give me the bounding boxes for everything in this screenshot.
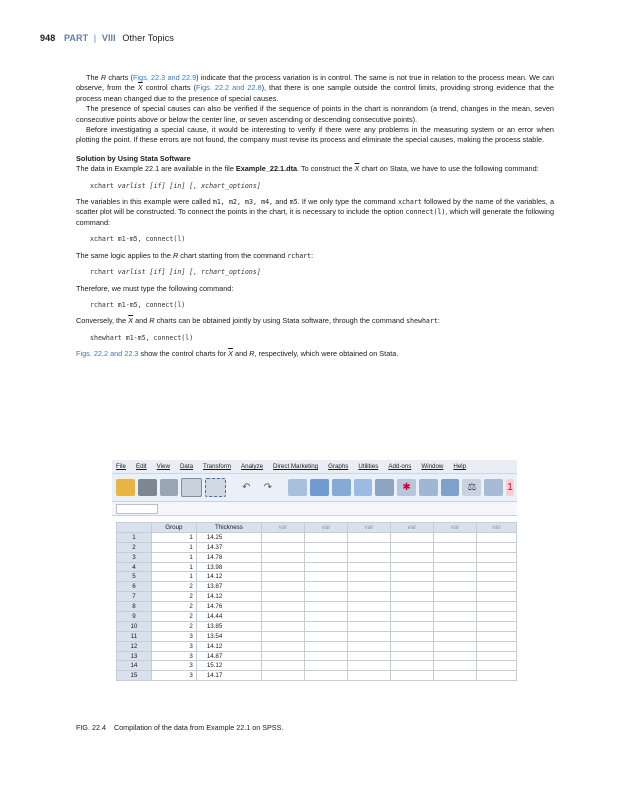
table-row[interactable] [117, 661, 517, 671]
empty-cell[interactable] [347, 612, 390, 622]
thickness-cell[interactable]: 14.17 [196, 671, 261, 681]
empty-cell[interactable] [304, 552, 347, 562]
code-line-3: rchart varlist [if] [in] [, rchart_options] [90, 268, 261, 277]
toolbar [112, 474, 517, 502]
menu-view[interactable]: View [156, 463, 170, 470]
empty-cell[interactable] [304, 621, 347, 631]
empty-cell[interactable] [347, 671, 390, 681]
row-number[interactable]: 2 [117, 542, 152, 552]
empty-cell[interactable] [261, 572, 304, 582]
code-line-4: rchart m1-m5, connect(l) [90, 300, 186, 309]
thickness-cell[interactable]: 13.54 [196, 631, 261, 641]
empty-cell[interactable] [261, 661, 304, 671]
menu-edit[interactable]: Edit [135, 463, 147, 470]
empty-cell[interactable] [304, 572, 347, 582]
group-cell[interactable]: 3 [151, 631, 196, 641]
menu-file[interactable]: File [116, 463, 126, 470]
empty-cell[interactable] [261, 532, 304, 542]
empty-cell[interactable] [476, 592, 516, 602]
empty-cell[interactable] [304, 651, 347, 661]
weight-cases-icon[interactable] [419, 479, 438, 496]
empty-cell[interactable] [261, 651, 304, 661]
cell-editor-bar [112, 502, 517, 516]
empty-cell[interactable] [390, 612, 433, 622]
empty-cell[interactable] [433, 661, 476, 671]
empty-cell[interactable] [347, 542, 390, 552]
column-header[interactable]: var [476, 523, 516, 533]
empty-cell[interactable] [476, 542, 516, 552]
empty-cell[interactable] [347, 661, 390, 671]
group-cell[interactable]: 2 [151, 602, 196, 612]
empty-cell[interactable] [476, 671, 516, 681]
thickness-cell[interactable]: 15.12 [196, 661, 261, 671]
empty-cell[interactable] [304, 532, 347, 542]
go-to-case-icon[interactable] [288, 479, 307, 496]
data-view-icon[interactable] [205, 478, 226, 497]
row-number[interactable]: 15 [117, 671, 152, 681]
empty-cell[interactable] [476, 552, 516, 562]
group-cell[interactable]: 2 [151, 621, 196, 631]
cell-reference-field[interactable] [116, 504, 158, 514]
empty-cell[interactable] [347, 562, 390, 572]
empty-cell[interactable] [390, 582, 433, 592]
empty-cell[interactable] [347, 651, 390, 661]
empty-cell[interactable] [390, 621, 433, 631]
page-header [40, 33, 174, 43]
menu-window[interactable]: Window [421, 463, 444, 470]
figure-caption [76, 723, 283, 732]
menu-add-ons[interactable]: Add-ons [388, 463, 412, 470]
code-line-5: shewhart m1-m5, connect(l) [90, 333, 194, 342]
select-cases-icon[interactable] [441, 479, 460, 496]
menu-transform[interactable]: Transform [203, 463, 232, 470]
code-line-1: xchart varlist [if] [in] [, xchart_options] [90, 181, 261, 190]
empty-cell[interactable] [390, 631, 433, 641]
empty-cell[interactable] [433, 651, 476, 661]
group-cell[interactable]: 1 [151, 562, 196, 572]
row-number[interactable]: 1 [117, 532, 152, 542]
table-row[interactable] [117, 542, 517, 552]
empty-cell[interactable] [476, 631, 516, 641]
thickness-cell[interactable]: 13.85 [196, 621, 261, 631]
figure-reference[interactable]: Figs. 22.2 and 22.8 [196, 83, 262, 93]
empty-cell[interactable] [433, 621, 476, 631]
paragraph-4: The data in Example 22.1 are available in the file Example_22.1.dta. To construct the $\overline{X}$ chart on Stata, we have to use the following command: [76, 164, 539, 174]
paragraph-7: Therefore, we must type the following command: [76, 283, 234, 293]
row-number[interactable]: 11 [117, 631, 152, 641]
open-icon[interactable] [116, 479, 135, 496]
empty-cell[interactable] [304, 641, 347, 651]
empty-cell[interactable] [261, 562, 304, 572]
table-row[interactable] [117, 532, 517, 542]
empty-cell[interactable] [390, 651, 433, 661]
menu-utilities[interactable]: Utilities [358, 463, 379, 470]
empty-cell[interactable] [347, 602, 390, 612]
group-cell[interactable]: 1 [151, 542, 196, 552]
empty-cell[interactable] [476, 602, 516, 612]
grid-corner[interactable] [117, 523, 152, 533]
empty-cell[interactable] [304, 631, 347, 641]
row-number[interactable]: 13 [117, 651, 152, 661]
column-header[interactable]: var [390, 523, 433, 533]
group-cell[interactable]: 2 [151, 582, 196, 592]
empty-cell[interactable] [304, 592, 347, 602]
empty-cell[interactable] [261, 621, 304, 631]
section-title: Solution by Using Stata Software [76, 153, 191, 163]
page-number: 948 [40, 33, 56, 43]
empty-cell[interactable] [433, 612, 476, 622]
row-number[interactable]: 14 [117, 661, 152, 671]
menu-data[interactable]: Data [179, 463, 194, 470]
menu-analyze[interactable]: Analyze [241, 463, 264, 470]
body-text [76, 73, 554, 360]
paragraph-5: The variables in this example were called m1, m2, m3, m4, and m5. If we only type the command xchart followed by the name of the variables, a scatter plot will be constructed. To connect the points in the chart, it is necessary to include the option connect(l), which will generate the following command: [76, 197, 555, 227]
column-header[interactable]: var [433, 523, 476, 533]
variables-icon[interactable] [332, 479, 351, 496]
empty-cell[interactable] [433, 562, 476, 572]
table-row[interactable] [117, 641, 517, 651]
empty-cell[interactable] [261, 592, 304, 602]
group-cell[interactable]: 3 [151, 641, 196, 651]
spss-window [112, 460, 517, 721]
table-row[interactable] [117, 621, 517, 631]
caption-text: Compilation of the data from Example 22.1 on SPSS. [113, 723, 284, 732]
row-number[interactable]: 10 [117, 621, 152, 631]
empty-cell[interactable] [261, 582, 304, 592]
empty-cell[interactable] [433, 602, 476, 612]
paragraph-3: Before investigating a special cause, it would be interesting to verify if there were any problems in the measuring system or an error when plotting the point. If these errors are not found, the company must revise its process and eliminate the special causes, making the process stable. [76, 125, 554, 145]
table-row[interactable] [117, 602, 517, 612]
column-header[interactable]: var [261, 523, 304, 533]
table-row[interactable] [117, 562, 517, 572]
file-name: Example_22.1.dta [235, 164, 298, 174]
group-cell[interactable]: 1 [151, 572, 196, 582]
empty-cell[interactable] [304, 671, 347, 681]
table-row[interactable] [117, 651, 517, 661]
empty-cell[interactable] [390, 641, 433, 651]
row-number[interactable]: 3 [117, 552, 152, 562]
empty-cell[interactable] [476, 641, 516, 651]
go-to-variable-icon[interactable] [310, 479, 329, 496]
menu-direct-marketing[interactable]: Direct Marketing [273, 463, 319, 470]
thickness-cell[interactable]: 14.25 [196, 532, 261, 542]
empty-cell[interactable] [390, 532, 433, 542]
paragraph-6: The same logic applies to the R chart starting from the command rchart: [76, 250, 314, 260]
table-row[interactable] [117, 631, 517, 641]
empty-cell[interactable] [261, 612, 304, 622]
empty-cell[interactable] [347, 621, 390, 631]
empty-cell[interactable] [347, 532, 390, 542]
empty-cell[interactable] [304, 612, 347, 622]
empty-cell[interactable] [304, 602, 347, 612]
dialog-recall-icon[interactable] [181, 478, 202, 497]
empty-cell[interactable] [390, 661, 433, 671]
empty-cell[interactable] [347, 572, 390, 582]
empty-cell[interactable] [261, 631, 304, 641]
row-number[interactable]: 4 [117, 562, 152, 572]
empty-cell[interactable] [304, 562, 347, 572]
empty-cell[interactable] [347, 582, 390, 592]
empty-cell[interactable] [476, 621, 516, 631]
table-row[interactable] [117, 671, 517, 681]
empty-cell[interactable] [390, 572, 433, 582]
thickness-cell[interactable]: 13.98 [196, 562, 261, 572]
paragraph-8: Conversely, the $\overline{X}$ and R charts can be obtained jointly by using Stata software, through the command shewhart: [76, 316, 440, 326]
column-header[interactable]: Group [151, 523, 196, 533]
empty-cell[interactable] [476, 661, 516, 671]
data-grid [116, 522, 517, 681]
table-row[interactable] [117, 612, 517, 622]
empty-cell[interactable] [261, 671, 304, 681]
header-separator: | [93, 33, 97, 43]
thickness-cell[interactable]: 14.76 [196, 602, 261, 612]
row-number[interactable]: 5 [117, 572, 152, 582]
row-number[interactable]: 9 [117, 612, 152, 622]
empty-cell[interactable] [261, 552, 304, 562]
thickness-cell[interactable]: 13.87 [196, 582, 261, 592]
empty-cell[interactable] [390, 671, 433, 681]
empty-cell[interactable] [347, 592, 390, 602]
empty-cell[interactable] [433, 671, 476, 681]
part-topic: Other Topics [122, 33, 174, 43]
save-icon[interactable] [138, 479, 157, 496]
undo-icon[interactable]: ↶ [242, 482, 251, 493]
column-header[interactable]: Thickness [196, 523, 261, 533]
empty-cell[interactable] [433, 631, 476, 641]
empty-cell[interactable] [347, 631, 390, 641]
empty-cell[interactable] [476, 572, 516, 582]
empty-cell[interactable] [433, 592, 476, 602]
menu-help[interactable]: Help [453, 463, 467, 470]
thickness-cell[interactable]: 14.12 [196, 592, 261, 602]
redo-icon[interactable]: ↷ [263, 482, 273, 493]
code-line-2: xchart m1-m5, connect(l) [90, 235, 186, 244]
empty-cell[interactable] [433, 552, 476, 562]
table-row[interactable] [117, 582, 517, 592]
empty-cell[interactable] [433, 572, 476, 582]
empty-cell[interactable] [261, 641, 304, 651]
thickness-cell[interactable]: 14.87 [196, 651, 261, 661]
empty-cell[interactable] [433, 641, 476, 651]
figure-reference[interactable]: Figs. 22.3 and 22.9 [132, 73, 197, 82]
thickness-cell[interactable]: 14.37 [196, 542, 261, 552]
empty-cell[interactable] [433, 532, 476, 542]
group-cell[interactable]: 3 [151, 651, 196, 661]
empty-cell[interactable] [304, 582, 347, 592]
paragraph-9: Figs. 22.2 and 22.3 show the control charts for $\overline{X}$ and R, respectively, which were obtained on Stata. [76, 349, 399, 359]
find-icon[interactable] [354, 479, 373, 496]
menu-graphs[interactable]: Graphs [328, 463, 349, 470]
empty-cell[interactable] [347, 641, 390, 651]
spelling-icon[interactable]: 1 [506, 479, 514, 496]
column-header[interactable]: var [347, 523, 390, 533]
grid-body [117, 532, 517, 680]
insert-cases-icon[interactable] [375, 479, 394, 496]
group-cell[interactable]: 2 [151, 592, 196, 602]
empty-cell[interactable] [476, 612, 516, 622]
row-number[interactable]: 12 [117, 641, 152, 651]
table-row[interactable] [117, 592, 517, 602]
thickness-cell[interactable]: 14.78 [196, 552, 261, 562]
empty-cell[interactable] [304, 661, 347, 671]
use-variable-sets-icon[interactable] [484, 479, 503, 496]
figure-label: FIG. 22.4 [76, 723, 106, 732]
empty-cell[interactable] [390, 542, 433, 552]
part-number: VIII [101, 33, 116, 43]
empty-cell[interactable] [476, 582, 516, 592]
empty-cell[interactable] [261, 542, 304, 552]
thickness-cell[interactable]: 14.12 [196, 641, 261, 651]
print-icon[interactable] [160, 479, 179, 496]
paragraph-2: The presence of special causes can also be verified if the sequence of points in the chart is nonrandom (a trend, changes in the mean, seven consecutive points above or below the center line, or seven ascending or descending consecutive points). [76, 104, 554, 124]
row-number[interactable]: 8 [117, 602, 152, 612]
value-labels-icon[interactable]: ⚖ [462, 479, 481, 496]
empty-cell[interactable] [476, 562, 516, 572]
empty-cell[interactable] [390, 552, 433, 562]
empty-cell[interactable] [476, 651, 516, 661]
split-file-icon[interactable]: ✱ [397, 479, 416, 496]
figure-reference[interactable]: Figs. 22.2 and 22.3 [76, 349, 139, 359]
table-row[interactable] [117, 552, 517, 562]
empty-cell[interactable] [390, 562, 433, 572]
group-cell[interactable]: 2 [151, 612, 196, 622]
empty-cell[interactable] [476, 532, 516, 542]
table-row[interactable] [117, 572, 517, 582]
column-header[interactable]: var [304, 523, 347, 533]
part-label: PART [63, 33, 89, 43]
thickness-cell[interactable]: 14.44 [196, 612, 261, 622]
row-number[interactable]: 6 [117, 582, 152, 592]
row-number[interactable]: 7 [117, 592, 152, 602]
paragraph-1: The R charts (Figs. 22.3 and 22.9) indicate that the process variation is in control. The same is not true in relation to the process mean. We can observe, from the $\overline{X}$ control charts (Figs. 22.2 and 22.8), that there is one sample outside the control limits, providing strong evidence that the process mean changed due to the presence of special causes. [76, 73, 554, 103]
empty-cell[interactable] [433, 542, 476, 552]
group-cell[interactable]: 1 [151, 552, 196, 562]
thickness-cell[interactable]: 14.12 [196, 572, 261, 582]
empty-cell[interactable] [433, 582, 476, 592]
menu-bar [112, 460, 517, 474]
empty-cell[interactable] [347, 552, 390, 562]
empty-cell[interactable] [390, 592, 433, 602]
group-cell[interactable]: 3 [151, 661, 196, 671]
empty-cell[interactable] [390, 602, 433, 612]
empty-cell[interactable] [261, 602, 304, 612]
group-cell[interactable]: 1 [151, 532, 196, 542]
group-cell[interactable]: 3 [151, 671, 196, 681]
empty-cell[interactable] [304, 542, 347, 552]
